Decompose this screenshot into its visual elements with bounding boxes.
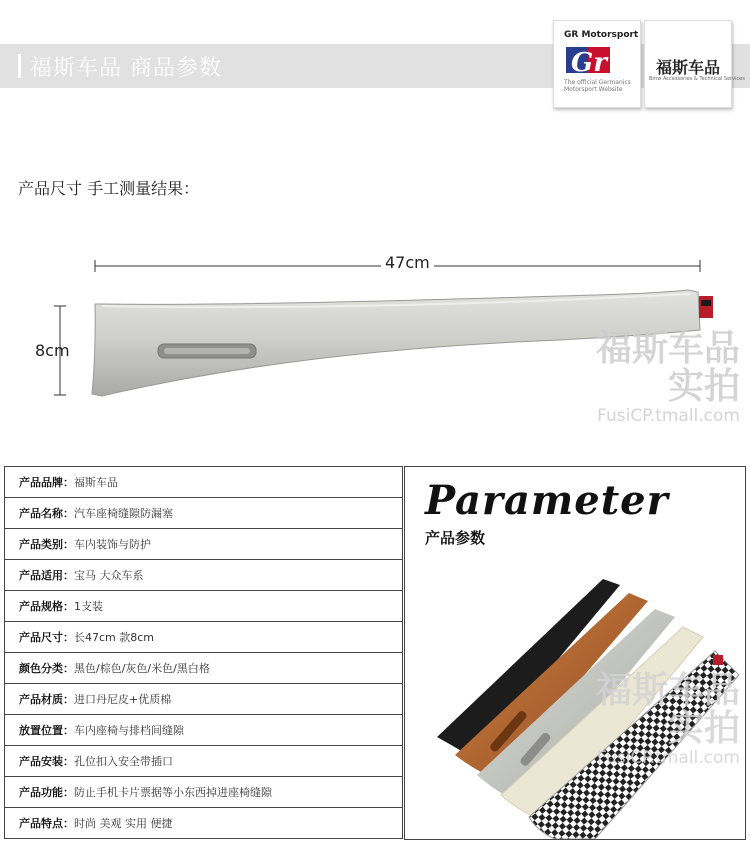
spec-cell (5, 684, 403, 715)
spec-key: 产品特点： (19, 817, 74, 830)
fusi-logo-sub: Bmw Accessories & Technical Services (649, 76, 745, 82)
spec-key: 放置位置： (19, 724, 74, 737)
spec-cell (5, 777, 403, 808)
spec-row (5, 498, 403, 529)
length-label: 47cm (381, 253, 434, 272)
spec-row (5, 715, 403, 746)
spec-value: 车内装饰与防护 (74, 538, 151, 551)
watermark-brand: 福斯车品 (595, 328, 740, 369)
spec-cell (5, 622, 403, 653)
spec-row (5, 560, 403, 591)
spec-key: 产品材质： (19, 693, 74, 706)
spec-key: 产品安装： (19, 755, 74, 768)
spec-value: 宝马 大众车系 (74, 569, 144, 582)
fusi-logo-name: 福斯车品 (655, 58, 720, 77)
spec-key: 产品名称： (19, 507, 74, 520)
watermark-real-shot: 实拍 (667, 366, 740, 407)
watermark-real-shot-2: 实拍 (667, 708, 740, 749)
spec-value: 防止手机卡片票据等小东西掉进座椅缝隙 (74, 786, 272, 799)
spec-value: 时尚 美观 实用 便捷 (74, 817, 173, 830)
spec-row (5, 591, 403, 622)
spec-key: 产品类别： (19, 538, 74, 551)
gr-logo-mark: Gr (571, 48, 607, 77)
gr-logo-mark-icon (566, 43, 612, 77)
spec-row (5, 529, 403, 560)
product-slot-inner (164, 348, 250, 354)
product-tag-stripe (701, 300, 711, 306)
spec-row (5, 808, 403, 839)
watermark-url: FusiCP.tmall.com (597, 406, 740, 426)
spec-key: 颜色分类： (19, 662, 74, 675)
gr-logo-caption: The official Germanics Motorsport Website (564, 79, 631, 93)
watermark-bottom (585, 672, 740, 768)
parameter-panel (404, 466, 746, 840)
gr-motorsport-logo (553, 20, 641, 108)
spec-table-body (5, 467, 403, 839)
spec-row (5, 622, 403, 653)
spec-key: 产品规格： (19, 600, 74, 613)
spec-cell (5, 560, 403, 591)
spec-cell (5, 746, 403, 777)
spec-key: 产品尺寸： (19, 631, 74, 644)
spec-value: 车内座椅与排档间缝隙 (74, 724, 184, 737)
spec-value: 福斯车品 (74, 476, 118, 489)
spec-cell (5, 653, 403, 684)
height-label: 8cm (35, 341, 70, 360)
spec-value: 进口丹尼皮+优质棉 (74, 693, 172, 706)
spec-cell (5, 467, 403, 498)
spec-key: 产品功能： (19, 786, 74, 799)
spec-cell (5, 808, 403, 839)
spec-key: 产品适用： (19, 569, 74, 582)
header-accent-bar (18, 54, 21, 78)
product-tag (699, 296, 713, 318)
gr-logo-title: GR Motorsport (564, 30, 639, 40)
watermark-brand-2: 福斯车品 (595, 670, 740, 711)
spec-cell (5, 529, 403, 560)
spec-value: 1支装 (74, 600, 103, 613)
watermark-url-2: FusiCP.tmall.com (597, 748, 740, 768)
fusi-logo (644, 20, 745, 108)
spec-row (5, 684, 403, 715)
spec-value: 孔位扣入安全带插口 (74, 755, 173, 768)
spec-row (5, 746, 403, 777)
spec-cell (5, 715, 403, 746)
spec-key: 产品品牌： (19, 476, 74, 489)
spec-row (5, 777, 403, 808)
spec-table (4, 466, 403, 839)
measure-title: 产品尺寸 手工测量结果： (18, 179, 200, 198)
parameter-heading: Parameter (425, 477, 669, 524)
spec-row (5, 467, 403, 498)
page-title: 福斯车品 商品参数 (30, 56, 222, 81)
spec-cell (5, 591, 403, 622)
spec-cell (5, 498, 403, 529)
spec-row (5, 653, 403, 684)
spec-value: 汽车座椅缝隙防漏塞 (74, 507, 173, 520)
watermark-top (575, 330, 740, 426)
parameter-subheading: 产品参数 (425, 529, 486, 547)
spec-value: 长47cm 款8cm (74, 631, 155, 644)
variant-tag (713, 655, 723, 665)
spec-value: 黑色/棕色/灰色/米色/黑白格 (74, 662, 210, 675)
